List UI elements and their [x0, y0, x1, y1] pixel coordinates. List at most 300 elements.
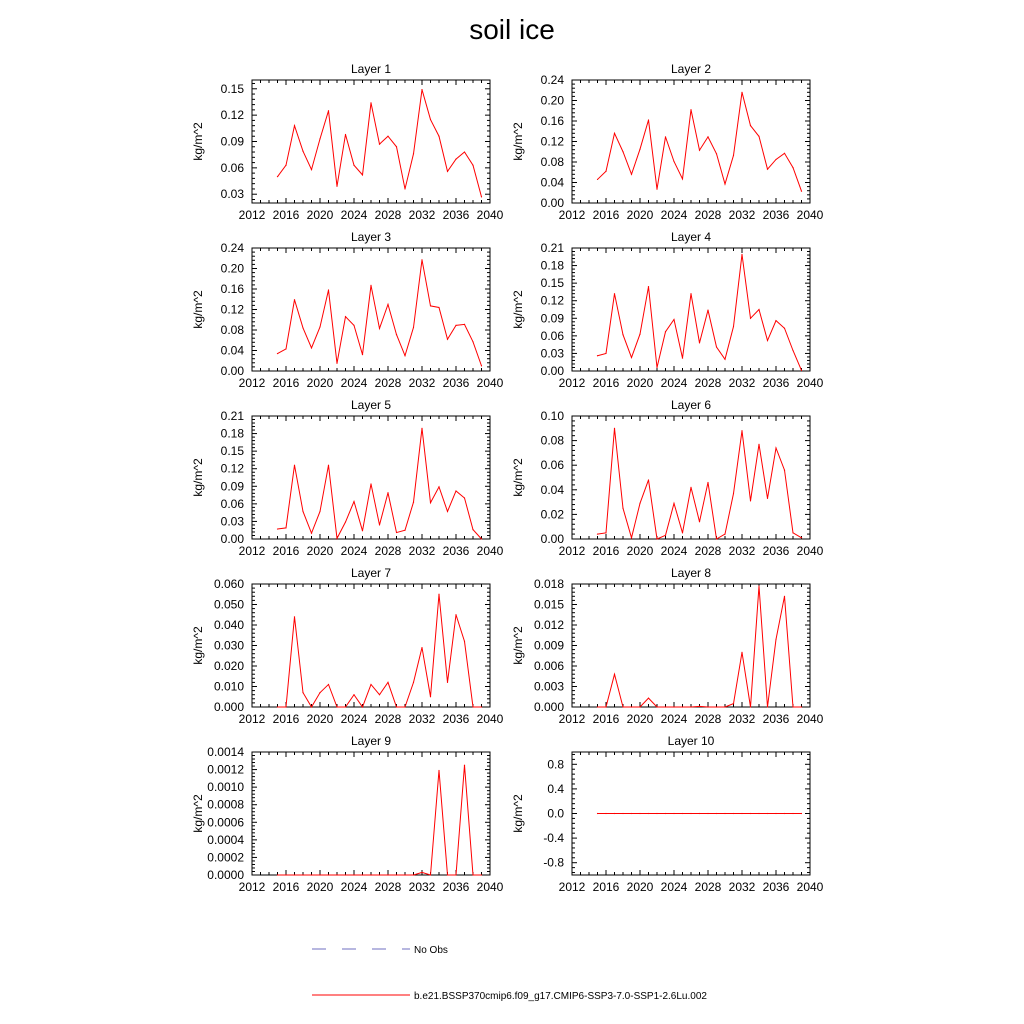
data-point [302, 692, 303, 693]
panel-layer-3 [191, 230, 504, 390]
x-tick-label: 2012 [558, 376, 586, 390]
data-point [421, 428, 422, 429]
x-tick-label: 2036 [442, 208, 470, 222]
data-point [447, 874, 448, 875]
y-tick-label: 0.18 [540, 258, 564, 273]
data-point [370, 102, 371, 103]
y-tick-label: 0.24 [540, 73, 564, 87]
x-tick-label: 2016 [272, 376, 300, 390]
data-point [302, 151, 303, 152]
x-tick-label: 2012 [558, 880, 586, 894]
data-point [447, 339, 448, 340]
data-point [707, 309, 708, 310]
x-tick-label: 2032 [728, 376, 756, 390]
data-point [294, 874, 295, 875]
x-tick-label: 2028 [374, 376, 402, 390]
data-point [597, 533, 598, 534]
data-point [464, 641, 465, 642]
data-point [336, 363, 337, 364]
y-tick-label: 0.04 [220, 343, 244, 358]
data-point [656, 538, 657, 539]
y-tick-label: 0.015 [533, 597, 564, 612]
panel-layer-1 [191, 62, 504, 222]
y-axis-label: kg/m^2 [511, 794, 525, 833]
y-tick-label: 0.03 [220, 187, 244, 202]
y-tick-label: 0.21 [540, 241, 564, 255]
x-tick-label: 2040 [796, 544, 824, 558]
series-line [278, 260, 482, 366]
y-tick-label: 0.0008 [207, 797, 244, 812]
x-tick-label: 2016 [272, 544, 300, 558]
data-point [430, 119, 431, 120]
x-tick-label: 2020 [306, 544, 334, 558]
x-tick-label: 2020 [306, 376, 334, 390]
plot-frame [252, 752, 490, 875]
data-point [690, 706, 691, 707]
data-point [792, 350, 793, 351]
data-point [336, 538, 337, 539]
series-line [598, 92, 802, 191]
y-tick-label: 0.12 [220, 302, 244, 317]
data-point [605, 706, 606, 707]
data-point [396, 532, 397, 533]
data-point [631, 706, 632, 707]
x-tick-label: 2016 [592, 712, 620, 726]
data-point [724, 183, 725, 184]
data-point [775, 159, 776, 160]
x-tick-label: 2028 [374, 208, 402, 222]
data-point [438, 594, 439, 595]
data-point [699, 813, 700, 814]
y-tick-label: -0.8 [543, 855, 564, 870]
data-point [801, 191, 802, 192]
data-point [421, 259, 422, 260]
data-point [345, 706, 346, 707]
panel-title: Layer 2 [670, 62, 712, 76]
data-point [648, 286, 649, 287]
data-point [328, 110, 329, 111]
y-tick-label: 0.10 [540, 409, 564, 423]
data-point [767, 813, 768, 814]
data-point [464, 324, 465, 325]
x-tick-label: 2024 [340, 880, 368, 894]
data-point [421, 647, 422, 648]
data-point [413, 153, 414, 154]
data-point [413, 327, 414, 328]
data-point [404, 188, 405, 189]
x-tick-label: 2020 [306, 880, 334, 894]
x-tick-label: 2024 [340, 208, 368, 222]
data-point [464, 765, 465, 766]
data-point [707, 706, 708, 707]
data-point [716, 538, 717, 539]
data-point [656, 706, 657, 707]
y-tick-label: 0.12 [540, 134, 564, 149]
data-point [404, 874, 405, 875]
data-point [767, 498, 768, 499]
data-point [622, 334, 623, 335]
data-point [605, 532, 606, 533]
y-tick-label: 0.09 [220, 134, 244, 149]
series-line [278, 90, 482, 197]
data-point [421, 872, 422, 873]
data-point [353, 501, 354, 502]
data-point [302, 327, 303, 328]
y-tick-label: 0.050 [213, 597, 244, 612]
plot-frame [572, 584, 810, 707]
data-point [597, 355, 598, 356]
x-tick-label: 2020 [626, 880, 654, 894]
data-point [665, 813, 666, 814]
y-tick-label: 0.030 [213, 638, 244, 653]
y-tick-label: 0.8 [547, 757, 564, 772]
x-tick-label: 2020 [626, 376, 654, 390]
data-point [421, 89, 422, 90]
data-point [767, 169, 768, 170]
data-point [614, 428, 615, 429]
data-point [775, 639, 776, 640]
x-tick-label: 2012 [238, 376, 266, 390]
data-point [455, 490, 456, 491]
data-point [336, 706, 337, 707]
data-point [285, 874, 286, 875]
y-tick-label: 0.04 [540, 175, 564, 190]
series-line [278, 765, 482, 875]
x-tick-label: 2028 [694, 376, 722, 390]
data-point [639, 813, 640, 814]
data-point [716, 153, 717, 154]
data-point [792, 532, 793, 533]
y-tick-label: 0.018 [533, 577, 564, 591]
data-point [733, 703, 734, 704]
y-tick-label: 0.02 [540, 507, 564, 522]
data-point [605, 813, 606, 814]
x-tick-label: 2028 [694, 712, 722, 726]
data-point [631, 357, 632, 358]
data-point [472, 874, 473, 875]
data-point [455, 158, 456, 159]
x-tick-label: 2028 [374, 712, 402, 726]
data-point [622, 508, 623, 509]
data-point [387, 874, 388, 875]
data-point [294, 616, 295, 617]
y-tick-label: 0.000 [213, 700, 244, 714]
data-point [481, 874, 482, 875]
series-line [598, 586, 802, 707]
data-point [447, 171, 448, 172]
y-tick-label: 0.0000 [207, 868, 244, 882]
data-point [277, 874, 278, 875]
data-point [353, 165, 354, 166]
x-tick-label: 2024 [340, 712, 368, 726]
data-point [438, 486, 439, 487]
y-tick-label: 0.4 [547, 781, 564, 796]
data-point [784, 470, 785, 471]
data-point [404, 706, 405, 707]
data-point [750, 500, 751, 501]
x-tick-label: 2020 [626, 544, 654, 558]
y-tick-label: 0.0002 [207, 850, 244, 865]
y-tick-label: 0.06 [220, 160, 244, 175]
y-tick-label: 0.21 [220, 409, 244, 423]
data-point [750, 125, 751, 126]
data-point [707, 813, 708, 814]
x-tick-label: 2036 [442, 880, 470, 894]
x-tick-label: 2016 [592, 208, 620, 222]
data-point [665, 331, 666, 332]
y-tick-label: 0.08 [540, 433, 564, 448]
y-tick-label: 0.000 [533, 700, 564, 714]
x-tick-label: 2032 [408, 544, 436, 558]
data-point [472, 341, 473, 342]
x-tick-label: 2040 [476, 544, 504, 558]
data-point [733, 326, 734, 327]
data-point [775, 320, 776, 321]
data-point [370, 483, 371, 484]
plot-frame [572, 416, 810, 539]
panel-layer-8 [511, 566, 824, 726]
data-point [631, 813, 632, 814]
data-point [311, 347, 312, 348]
x-tick-label: 2028 [694, 208, 722, 222]
data-point [362, 874, 363, 875]
plot-frame [572, 80, 810, 203]
data-point [699, 521, 700, 522]
data-point [648, 813, 649, 814]
x-tick-label: 2040 [476, 880, 504, 894]
data-point [472, 529, 473, 530]
y-tick-label: 0.00 [540, 364, 564, 378]
data-point [775, 447, 776, 448]
data-point [707, 136, 708, 137]
y-tick-label: 0.20 [220, 261, 244, 276]
data-point [345, 874, 346, 875]
data-point [319, 874, 320, 875]
y-tick-label: 0.006 [533, 659, 564, 673]
x-tick-label: 2016 [272, 208, 300, 222]
data-point [724, 813, 725, 814]
x-tick-label: 2032 [408, 376, 436, 390]
plot-frame [252, 416, 490, 539]
x-tick-label: 2024 [660, 544, 688, 558]
data-point [294, 465, 295, 466]
panel-layer-10 [511, 734, 824, 894]
plot-frame [252, 248, 490, 371]
data-point [430, 502, 431, 503]
y-tick-label: 0.24 [220, 241, 244, 255]
data-point [775, 813, 776, 814]
data-point [614, 293, 615, 294]
x-tick-label: 2024 [660, 712, 688, 726]
data-point [328, 684, 329, 685]
data-point [311, 706, 312, 707]
x-tick-label: 2012 [238, 208, 266, 222]
data-point [801, 537, 802, 538]
data-point [302, 874, 303, 875]
y-tick-label: 0.003 [533, 679, 564, 694]
x-tick-label: 2012 [238, 544, 266, 558]
y-axis-label: kg/m^2 [191, 122, 205, 161]
data-point [792, 167, 793, 168]
data-point [379, 524, 380, 525]
data-point [472, 706, 473, 707]
data-point [328, 289, 329, 290]
y-axis-label: kg/m^2 [511, 458, 525, 497]
data-point [379, 328, 380, 329]
data-point [733, 813, 734, 814]
y-tick-label: 0.00 [220, 364, 244, 378]
x-tick-label: 2036 [762, 208, 790, 222]
legend-model-label: b.e21.BSSP370cmip6.f09_g17.CMIP6-SSP3-7.0-SSP1-2.6Lu.002 [414, 991, 707, 1002]
data-point [294, 299, 295, 300]
data-point [319, 511, 320, 512]
data-point [741, 254, 742, 255]
data-point [750, 813, 751, 814]
data-point [328, 465, 329, 466]
data-point [792, 706, 793, 707]
y-tick-label: 0.12 [220, 108, 244, 123]
y-tick-label: 0.00 [540, 196, 564, 210]
data-point [413, 682, 414, 683]
data-point [447, 682, 448, 683]
y-tick-label: 0.0014 [207, 745, 244, 759]
series-line [598, 254, 802, 370]
data-point [362, 354, 363, 355]
data-point [682, 706, 683, 707]
x-tick-label: 2032 [408, 712, 436, 726]
y-axis-label: kg/m^2 [191, 290, 205, 329]
panel-layer-9 [191, 734, 504, 894]
x-tick-label: 2024 [340, 544, 368, 558]
data-point [733, 493, 734, 494]
data-point [622, 813, 623, 814]
data-point [481, 538, 482, 539]
data-point [328, 874, 329, 875]
x-tick-label: 2012 [238, 712, 266, 726]
data-point [387, 492, 388, 493]
data-point [345, 134, 346, 135]
y-tick-label: 0.04 [540, 482, 564, 497]
data-point [741, 430, 742, 431]
x-tick-label: 2032 [728, 880, 756, 894]
data-point [455, 614, 456, 615]
y-axis-label: kg/m^2 [191, 794, 205, 833]
y-tick-label: 0.18 [220, 426, 244, 441]
data-point [430, 696, 431, 697]
data-point [673, 813, 674, 814]
data-point [758, 309, 759, 310]
y-tick-label: 0.040 [213, 618, 244, 632]
data-point [673, 503, 674, 504]
x-tick-label: 2024 [660, 208, 688, 222]
data-point [784, 328, 785, 329]
data-point [724, 706, 725, 707]
legend-obs-label: No Obs [414, 945, 448, 956]
panel-title: Layer 1 [350, 62, 392, 76]
data-point [622, 706, 623, 707]
data-point [285, 527, 286, 528]
data-point [447, 511, 448, 512]
x-tick-label: 2024 [660, 376, 688, 390]
data-point [614, 674, 615, 675]
data-point [302, 511, 303, 512]
data-point [362, 174, 363, 175]
y-tick-label: 0.08 [220, 323, 244, 337]
data-point [404, 355, 405, 356]
data-point [682, 358, 683, 359]
panel-title: Layer 5 [350, 398, 392, 412]
x-tick-label: 2024 [340, 376, 368, 390]
x-tick-label: 2016 [592, 880, 620, 894]
data-point [455, 325, 456, 326]
data-point [311, 874, 312, 875]
data-point [733, 155, 734, 156]
data-point [277, 353, 278, 354]
data-point [741, 92, 742, 93]
panel-layer-2 [511, 62, 824, 222]
x-tick-label: 2036 [442, 712, 470, 726]
x-tick-label: 2036 [762, 712, 790, 726]
y-tick-label: 0.060 [213, 577, 244, 591]
x-tick-label: 2020 [626, 208, 654, 222]
data-point [639, 334, 640, 335]
data-point [656, 189, 657, 190]
data-point [690, 813, 691, 814]
x-tick-label: 2032 [408, 208, 436, 222]
x-tick-label: 2036 [442, 376, 470, 390]
series-line [598, 428, 802, 539]
data-point [665, 706, 666, 707]
data-point [353, 694, 354, 695]
data-point [639, 503, 640, 504]
data-point [750, 706, 751, 707]
data-point [370, 684, 371, 685]
data-point [311, 533, 312, 534]
y-axis-label: kg/m^2 [191, 626, 205, 665]
data-point [396, 874, 397, 875]
data-point [665, 535, 666, 536]
data-point [801, 370, 802, 371]
data-point [648, 479, 649, 480]
panel-title: Layer 10 [667, 734, 715, 748]
data-point [336, 874, 337, 875]
data-point [319, 138, 320, 139]
data-point [682, 178, 683, 179]
data-point [767, 340, 768, 341]
data-point [716, 813, 717, 814]
y-tick-label: 0.12 [220, 461, 244, 476]
x-tick-label: 2040 [796, 208, 824, 222]
data-point [464, 151, 465, 152]
data-point [614, 813, 615, 814]
figure-title: soil ice [469, 14, 555, 45]
data-point [396, 706, 397, 707]
data-point [699, 150, 700, 151]
data-point [345, 521, 346, 522]
y-tick-label: 0.009 [533, 638, 564, 653]
data-point [319, 326, 320, 327]
data-point [481, 196, 482, 197]
data-point [387, 304, 388, 305]
y-tick-label: 0.09 [220, 479, 244, 494]
data-point [682, 813, 683, 814]
x-tick-label: 2032 [728, 544, 756, 558]
data-point [792, 813, 793, 814]
data-point [336, 186, 337, 187]
data-point [311, 169, 312, 170]
y-tick-label: 0.06 [540, 328, 564, 343]
data-point [404, 530, 405, 531]
